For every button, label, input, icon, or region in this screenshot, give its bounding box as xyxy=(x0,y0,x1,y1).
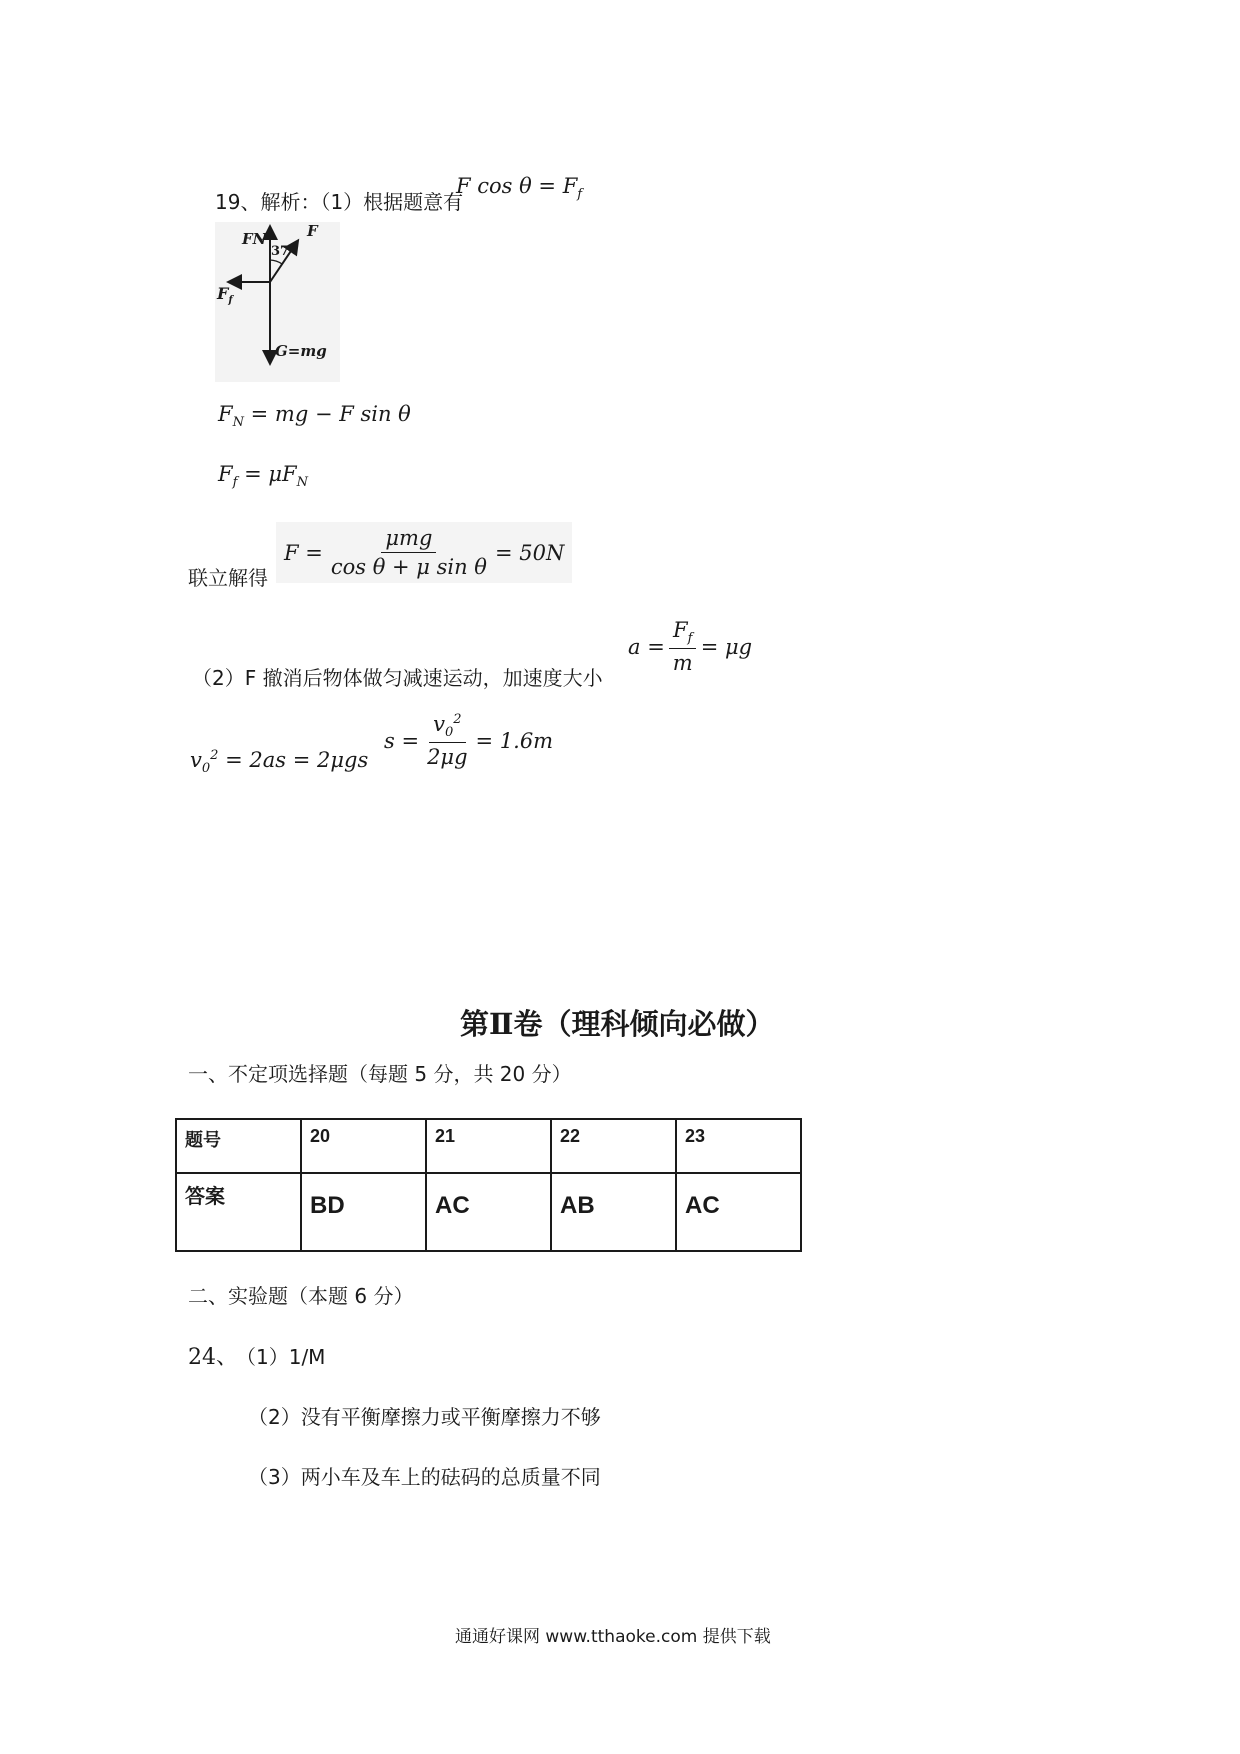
equation-friction-coefficient: $F_f = \mu F_N$ xyxy=(218,462,308,491)
table-cell: 23 xyxy=(676,1119,801,1173)
table-header-cell: 题号 xyxy=(176,1119,301,1173)
equation-acceleration: a = $\frac{F_f}{m}$ = μg xyxy=(628,618,753,676)
equation-force-result: F = $\frac{\text{μmg}}{\text{cos θ + μ sin θ}}$ = 50N xyxy=(276,522,572,583)
table-cell: BD xyxy=(301,1173,426,1251)
part-2-text: （2）F 撤消后物体做匀减速运动，加速度大小 xyxy=(192,666,603,690)
footer-text: 通通好课网 www.tthaoke.com 提供下载 xyxy=(455,1627,771,1647)
table-cell: 22 xyxy=(551,1119,676,1173)
label-ff: $F_f$ xyxy=(217,284,233,307)
label-g: G=mg xyxy=(275,342,327,360)
question-24-answer-1: （1）1/M xyxy=(236,1345,326,1369)
problem-19-intro: 19、解析：（1）根据题意有 xyxy=(215,190,464,214)
question-24-answer-3: （3）两小车及车上的砝码的总质量不同 xyxy=(248,1465,601,1489)
question-24-number: 24、 xyxy=(188,1345,238,1370)
table-cell: AC xyxy=(676,1173,801,1251)
table-row xyxy=(176,1119,801,1173)
force-diagram xyxy=(215,222,340,382)
table-cell: 20 xyxy=(301,1119,426,1173)
question-24-answer-2: （2）没有平衡摩擦力或平衡摩擦力不够 xyxy=(248,1405,601,1429)
angle-arc xyxy=(270,260,282,264)
label-fn: FN xyxy=(242,230,267,248)
table-row xyxy=(176,1173,801,1251)
solve-label: 联立解得 xyxy=(188,566,268,590)
table-cell: AC xyxy=(426,1173,551,1251)
label-f: F xyxy=(307,222,318,240)
part-1-heading: 一、不定项选择题（每题 5 分，共 20 分） xyxy=(188,1062,572,1086)
label-angle: 37° xyxy=(271,244,296,259)
part-2-heading: 二、实验题（本题 6 分） xyxy=(188,1284,414,1308)
equation-normal-force: $F_N$ = mg − F sin θ xyxy=(218,402,411,431)
section-title: 第Ⅱ卷（理科倾向必做） xyxy=(460,1007,775,1041)
table-cell: 21 xyxy=(426,1119,551,1173)
answer-table xyxy=(175,1118,802,1252)
table-cell: AB xyxy=(551,1173,676,1251)
equation-distance: s = $\frac{v_0^2}{2\mu g}$ = 1.6m xyxy=(384,712,554,770)
table-header-cell: 答案 xyxy=(176,1173,301,1251)
equation-velocity: $v_0^2 = 2as = 2\mu gs$ xyxy=(190,748,369,777)
equation-friction: F $\cos \theta = F_f$ xyxy=(456,174,583,203)
